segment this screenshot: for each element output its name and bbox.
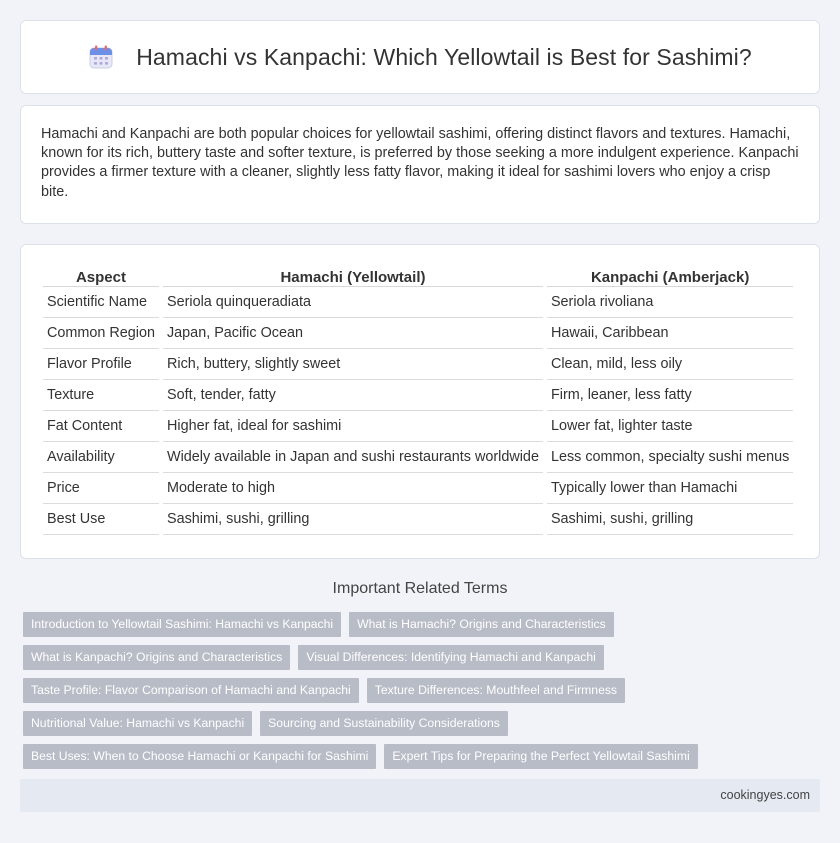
- table-row: [43, 411, 793, 442]
- related-term-link[interactable]: Visual Differences: Identifying Hamachi and Kanpachi: [298, 645, 604, 670]
- related-term-link[interactable]: What is Kanpachi? Origins and Characteristics: [23, 645, 290, 670]
- cell-aspect: Best Use: [43, 504, 159, 535]
- related-terms-list: [23, 612, 823, 777]
- cell-kanpachi: Clean, mild, less oily: [547, 349, 793, 380]
- header-hamachi: Hamachi (Yellowtail): [163, 264, 543, 287]
- cell-aspect: Texture: [43, 380, 159, 411]
- cell-kanpachi: Hawaii, Caribbean: [547, 318, 793, 349]
- calendar-icon: [88, 44, 114, 70]
- cell-kanpachi: Lower fat, lighter taste: [547, 411, 793, 442]
- related-term-link[interactable]: Nutritional Value: Hamachi vs Kanpachi: [23, 711, 252, 736]
- table-header-row: [43, 264, 793, 287]
- table-row: [43, 349, 793, 380]
- intro-text: Hamachi and Kanpachi are both popular choices for yellowtail sashimi, offering distinct flavors and textures. Hamachi, known for its rich, buttery taste and softer texture, is preferred by those seeking a more indulgent experience. Kanpachi provides a firmer texture with a cleaner, slightly less fatty flavor, making it ideal for sashimi lovers who enjoy a crisp bite.: [41, 126, 799, 200]
- tag-row: [23, 711, 823, 736]
- related-term-link[interactable]: Taste Profile: Flavor Comparison of Hamachi and Kanpachi: [23, 678, 359, 703]
- cell-aspect: Fat Content: [43, 411, 159, 442]
- tag-row: [23, 612, 823, 637]
- comparison-table: [39, 264, 797, 535]
- cell-aspect: Flavor Profile: [43, 349, 159, 380]
- related-term-link[interactable]: Expert Tips for Preparing the Perfect Yellowtail Sashimi: [384, 744, 697, 769]
- cell-kanpachi: Firm, leaner, less fatty: [547, 380, 793, 411]
- cell-hamachi: Sashimi, sushi, grilling: [163, 504, 543, 535]
- cell-hamachi: Rich, buttery, slightly sweet: [163, 349, 543, 380]
- cell-hamachi: Widely available in Japan and sushi restaurants worldwide: [163, 442, 543, 473]
- table-row: [43, 380, 793, 411]
- footer: [20, 779, 820, 812]
- table-row: [43, 504, 793, 535]
- cell-hamachi: Seriola quinqueradiata: [163, 287, 543, 318]
- related-term-link[interactable]: Texture Differences: Mouthfeel and Firmness: [367, 678, 625, 703]
- page-title: Hamachi vs Kanpachi: Which Yellowtail is Best for Sashimi?: [136, 43, 752, 70]
- cell-hamachi: Moderate to high: [163, 473, 543, 504]
- related-terms-heading: Important Related Terms: [332, 580, 508, 597]
- related-term-link[interactable]: Best Uses: When to Choose Hamachi or Kanpachi for Sashimi: [23, 744, 376, 769]
- cell-kanpachi: Less common, specialty sushi menus: [547, 442, 793, 473]
- cell-hamachi: Soft, tender, fatty: [163, 380, 543, 411]
- intro-card: [20, 105, 820, 224]
- related-term-link[interactable]: What is Hamachi? Origins and Characteristics: [349, 612, 614, 637]
- title-wrap: [88, 44, 752, 71]
- table-row: [43, 318, 793, 349]
- title-card: [20, 20, 820, 94]
- tag-row: [23, 744, 823, 769]
- related-term-link[interactable]: Introduction to Yellowtail Sashimi: Hamachi vs Kanpachi: [23, 612, 341, 637]
- tag-row: [23, 678, 823, 703]
- cell-kanpachi: Typically lower than Hamachi: [547, 473, 793, 504]
- comparison-table-card: [20, 244, 820, 559]
- cell-aspect: Availability: [43, 442, 159, 473]
- header-kanpachi: Kanpachi (Amberjack): [547, 264, 793, 287]
- cell-kanpachi: Seriola rivoliana: [547, 287, 793, 318]
- cell-hamachi: Japan, Pacific Ocean: [163, 318, 543, 349]
- site-link[interactable]: cookingyes.com: [720, 788, 810, 802]
- header-aspect: Aspect: [43, 264, 159, 287]
- cell-hamachi: Higher fat, ideal for sashimi: [163, 411, 543, 442]
- tag-row: [23, 645, 823, 670]
- cell-aspect: Common Region: [43, 318, 159, 349]
- table-row: [43, 473, 793, 504]
- cell-aspect: Scientific Name: [43, 287, 159, 318]
- related-term-link[interactable]: Sourcing and Sustainability Considerations: [260, 711, 508, 736]
- cell-kanpachi: Sashimi, sushi, grilling: [547, 504, 793, 535]
- table-row: [43, 442, 793, 473]
- table-row: [43, 287, 793, 318]
- cell-aspect: Price: [43, 473, 159, 504]
